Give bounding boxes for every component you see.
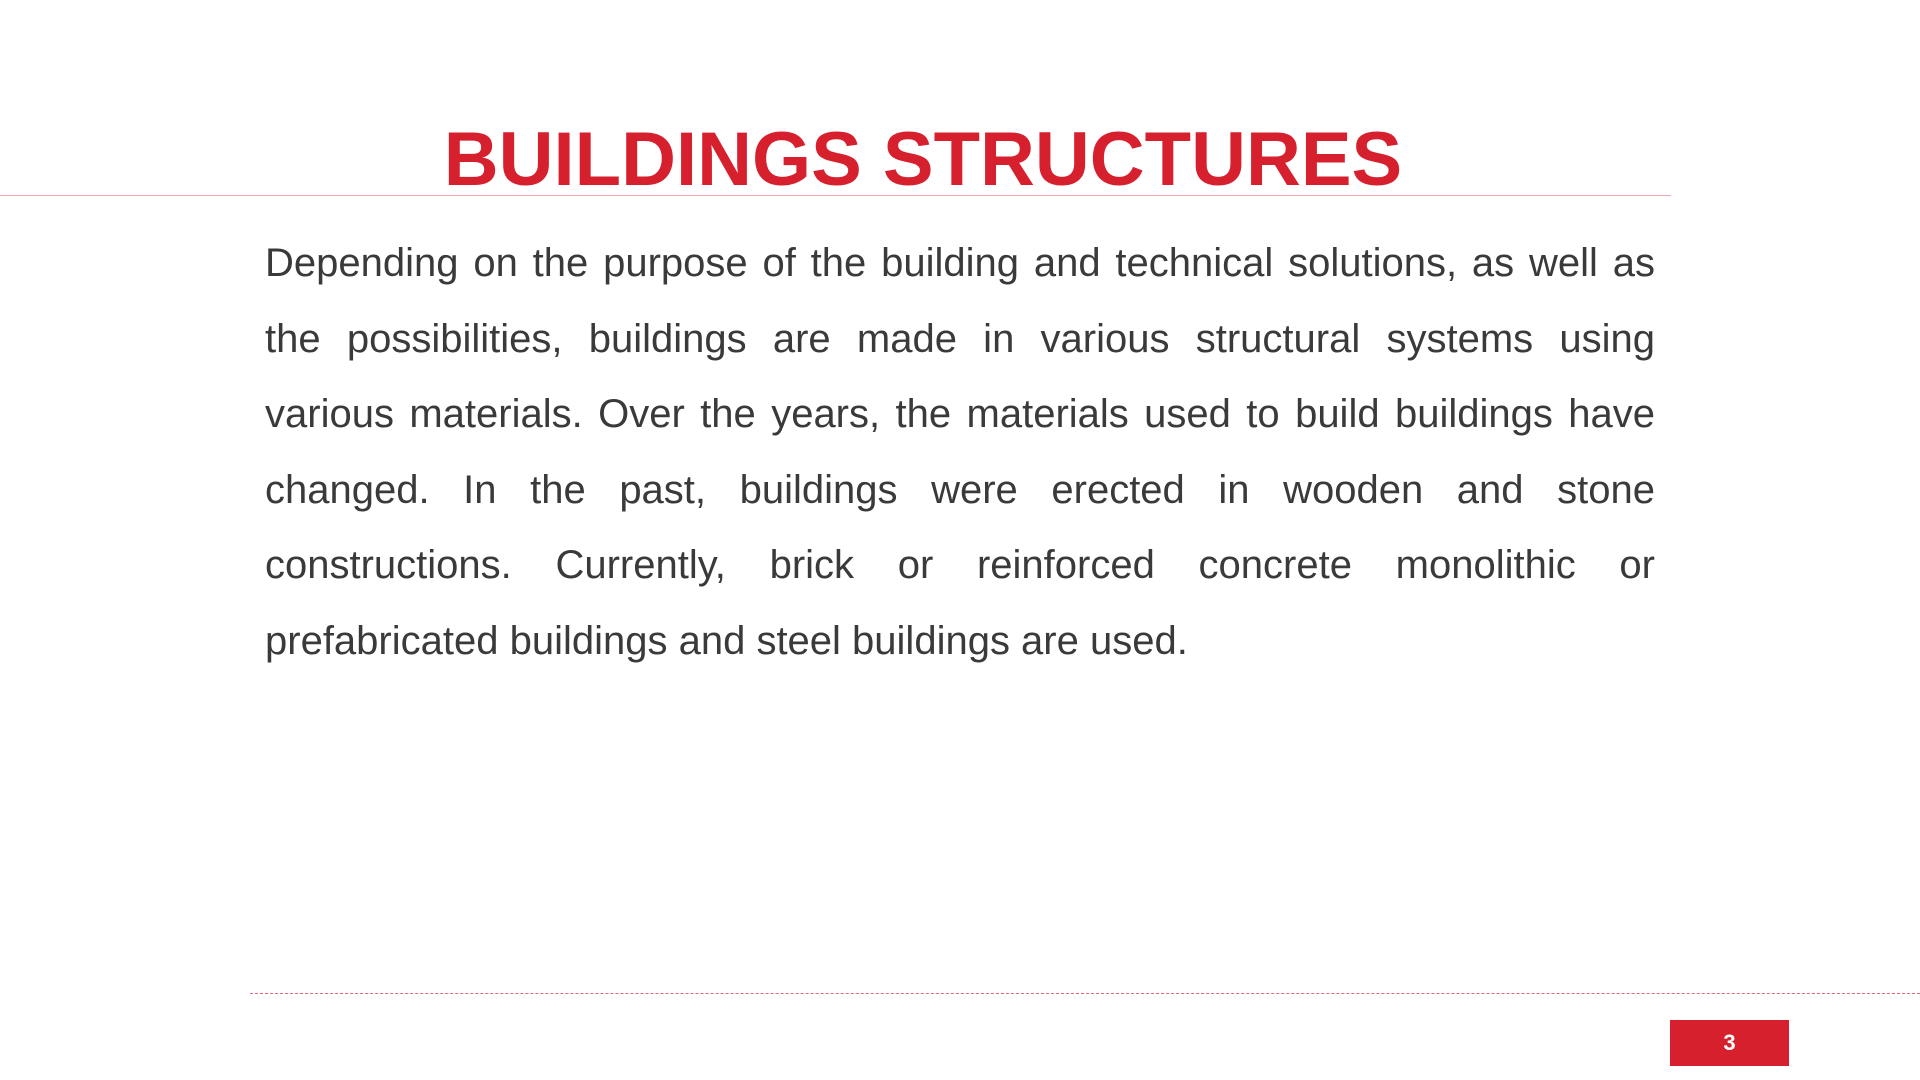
- title-divider: [0, 195, 1671, 196]
- page-number: 3: [1723, 1030, 1736, 1055]
- slide-body-text: Depending on the purpose of the building and technical solutions, as well as the possibilities, buildings are made in various structural systems using various materials. Over the years, the materials used to build buildings have changed. In the past, buildings were erected in wooden and stone constructions. Currently, brick or reinforced concrete monolithic or prefabricated buildings and steel buildings are used.: [265, 241, 1655, 663]
- page-number-badge: [1670, 1020, 1789, 1066]
- slide-title: BUILDINGS STRUCTURES: [443, 117, 1403, 202]
- footer-divider: [250, 993, 1920, 994]
